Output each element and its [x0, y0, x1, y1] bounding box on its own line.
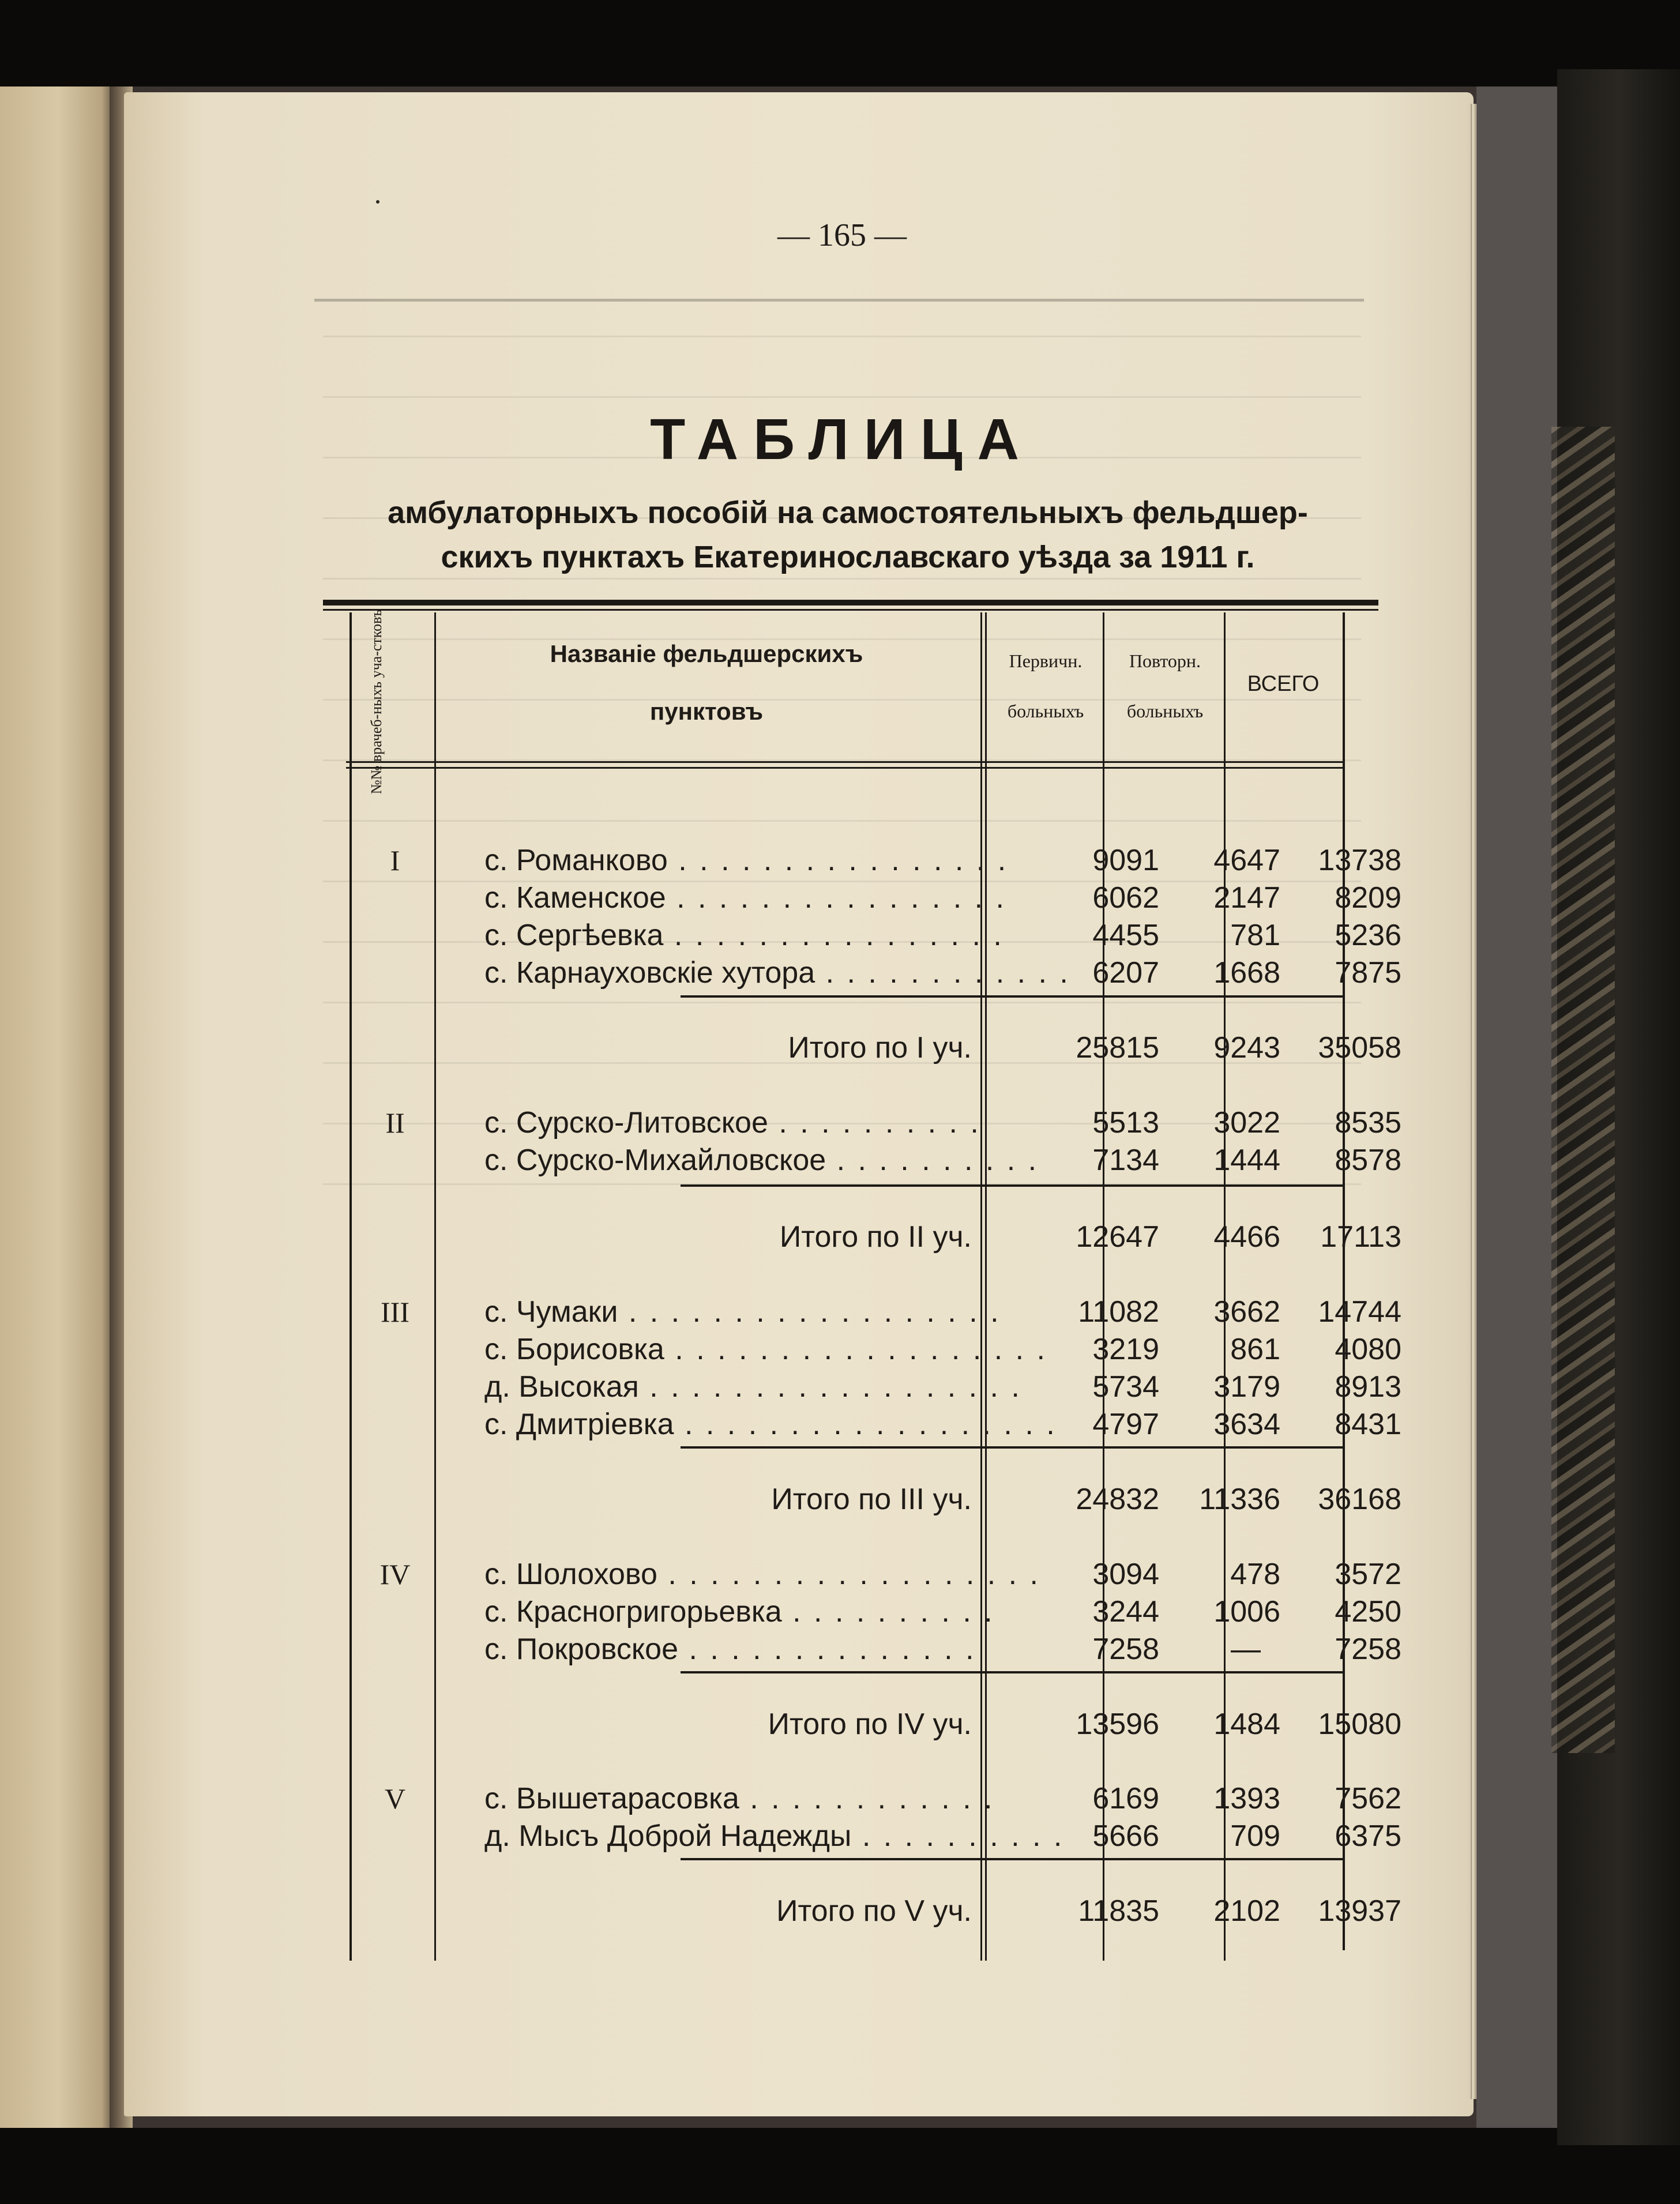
total-count: 7562: [1335, 1782, 1401, 1815]
col-line-right: [1343, 612, 1345, 1950]
primary-count: 3244: [1092, 1595, 1159, 1628]
primary-count: 3094: [1092, 1558, 1159, 1591]
subtotal-label: Итого по II уч.: [779, 1220, 972, 1254]
table-row: [346, 1294, 1401, 1330]
total-count: 8431: [1335, 1408, 1401, 1441]
repeat-count: —: [1231, 1633, 1261, 1666]
header-repeat-line-1: Повторн.: [1129, 650, 1201, 671]
subtotal-primary: 13596: [1076, 1707, 1159, 1741]
point-name: с. Романково . . . . . . . . . . . . . . . .: [484, 844, 1009, 877]
cloth-texture: [1551, 427, 1615, 1753]
subtotal-label: Итого по IV уч.: [768, 1707, 972, 1741]
subtotal-row: [346, 1481, 1401, 1517]
subtotal-label: Итого по III уч.: [771, 1483, 972, 1516]
subtotal-repeat: 2102: [1213, 1894, 1280, 1928]
primary-count: 7258: [1092, 1633, 1159, 1666]
point-name: с. Вышетарасовка . . . . . . . . . . . .: [484, 1782, 995, 1815]
repeat-count: 1393: [1213, 1782, 1280, 1815]
header-bottom-rule-2: [346, 767, 1344, 769]
district-number: II: [385, 1107, 405, 1139]
primary-count: 6169: [1092, 1782, 1159, 1815]
header-top-rule-thin: [323, 609, 1378, 611]
col-line-name-2: [985, 612, 987, 1961]
point-name: с. Каменское . . . . . . . . . . . . . . . .: [484, 881, 1006, 915]
table-row: [346, 917, 1401, 953]
total-count: 8913: [1335, 1370, 1401, 1404]
table-title: ТАБЛИЦА: [650, 407, 1034, 472]
total-count: 4080: [1335, 1333, 1401, 1366]
subtotal-rule: [681, 1184, 1344, 1187]
point-name: с. Карнауховскіе хутора . . . . . . . . . . . .: [484, 956, 1070, 990]
subtotal-primary: 24832: [1076, 1483, 1159, 1516]
total-count: 8578: [1335, 1144, 1401, 1177]
repeat-count: 1444: [1213, 1144, 1280, 1177]
subtotal-repeat: 4466: [1213, 1220, 1280, 1254]
subtotal-total: 13937: [1318, 1894, 1401, 1928]
repeat-count: 1668: [1213, 956, 1280, 990]
subtotal-rule: [681, 1858, 1344, 1860]
repeat-count: 2147: [1213, 881, 1280, 915]
subtotal-row: [346, 1030, 1401, 1066]
repeat-count: 861: [1230, 1333, 1280, 1366]
col-line-left: [349, 612, 352, 1961]
subtotal-total: 35058: [1318, 1031, 1401, 1065]
subtotal-repeat: 1484: [1213, 1707, 1280, 1741]
district-number: I: [390, 844, 400, 877]
point-name: с. Сурско-Михайловское . . . . . . . . . .: [484, 1144, 1039, 1177]
primary-count: 4797: [1092, 1408, 1159, 1441]
subtotal-rule: [681, 995, 1344, 998]
header-district: №№ врачеб-ныхъ уча-стковъ: [368, 609, 385, 795]
subtotal-primary: 12647: [1076, 1220, 1159, 1254]
header-primary-line-2: больныхъ: [1007, 701, 1084, 721]
point-name: с. Покровское . . . . . . . . . . . . . .: [484, 1633, 976, 1666]
table-row: [346, 843, 1401, 878]
header-total: ВСЕГО: [1247, 672, 1320, 696]
subtotal-total: 15080: [1318, 1707, 1401, 1741]
subtotal-total: 17113: [1320, 1220, 1401, 1254]
left-page: [0, 86, 115, 2128]
point-name: д. Высокая . . . . . . . . . . . . . . . . . .: [484, 1370, 1022, 1404]
table-row: [346, 1556, 1401, 1592]
subtotal-primary: 25815: [1076, 1031, 1159, 1065]
point-name: с. Красногригорьевка . . . . . . . . . .: [484, 1595, 995, 1628]
table-row: [346, 1105, 1401, 1141]
col-line-name-1: [980, 612, 982, 1961]
header-repeat-line-2: больныхъ: [1126, 701, 1204, 721]
header-primary-line-1: Первичн.: [1009, 650, 1083, 671]
faint-top-rule: [314, 299, 1364, 302]
subtotal-label: Итого по V уч.: [776, 1894, 972, 1928]
subtotal-rule: [681, 1671, 1344, 1673]
subtotal-total: 36168: [1318, 1483, 1401, 1516]
subtotal-row: [346, 1219, 1401, 1255]
point-name: с. Чумаки . . . . . . . . . . . . . . . . . .: [484, 1295, 1001, 1329]
repeat-count: 3634: [1213, 1408, 1280, 1441]
point-name: с. Сурско-Литовское . . . . . . . . . .: [484, 1106, 981, 1139]
table-row: [346, 880, 1401, 916]
primary-count: 4455: [1092, 919, 1159, 952]
repeat-count: 3179: [1213, 1370, 1280, 1404]
repeat-count: 3022: [1213, 1106, 1280, 1139]
primary-count: 5666: [1092, 1819, 1159, 1853]
total-count: 14744: [1318, 1295, 1401, 1329]
total-count: 5236: [1335, 919, 1401, 952]
table-row: [346, 1142, 1401, 1178]
table-row: [346, 955, 1401, 991]
ink-speck: [376, 200, 379, 204]
total-count: 6375: [1335, 1819, 1401, 1853]
header-name-line-2: пунктовъ: [649, 698, 764, 725]
total-count: 8535: [1335, 1106, 1401, 1139]
cover-edge: [1476, 86, 1557, 2128]
primary-count: 5734: [1092, 1370, 1159, 1404]
primary-count: 11082: [1078, 1295, 1159, 1329]
table-row: [346, 1406, 1401, 1442]
repeat-count: 709: [1230, 1819, 1280, 1853]
primary-count: 7134: [1092, 1144, 1159, 1177]
subtotal-label: Итого по I уч.: [788, 1031, 972, 1065]
point-name: с. Борисовка . . . . . . . . . . . . . . . . . .: [484, 1333, 1047, 1366]
table-row: [346, 1332, 1401, 1367]
page-number: — 165 —: [777, 217, 907, 253]
subtotal-repeat: 11336: [1199, 1483, 1280, 1516]
total-count: 8209: [1335, 881, 1401, 915]
primary-count: 6062: [1092, 881, 1159, 915]
header-bottom-rule: [346, 761, 1344, 763]
col-line-district: [434, 612, 436, 1961]
repeat-count: 781: [1230, 919, 1280, 952]
total-count: 3572: [1335, 1558, 1401, 1591]
repeat-count: 1006: [1213, 1595, 1280, 1628]
primary-count: 3219: [1092, 1333, 1159, 1366]
header-name-line-1: Названіе фельдшерскихъ: [550, 640, 863, 667]
point-name: с. Сергѣевка . . . . . . . . . . . . . . . .: [484, 919, 1004, 952]
point-name: с. Дмитріевка . . . . . . . . . . . . . . . . . .: [484, 1408, 1057, 1441]
col-line-repeat: [1224, 612, 1226, 1961]
subtotal-repeat: 9243: [1213, 1031, 1280, 1065]
primary-count: 9091: [1092, 844, 1159, 877]
primary-count: 5513: [1092, 1106, 1159, 1139]
district-number: V: [384, 1782, 406, 1815]
repeat-count: 4647: [1213, 844, 1280, 877]
district-number: III: [381, 1296, 409, 1328]
table-row: [346, 1594, 1401, 1630]
header-top-rule: [323, 600, 1378, 605]
subtitle-line-2: скихъ пунктахъ Екатеринославскаго уѣзда за 1911 г.: [441, 540, 1255, 574]
district-number: IV: [379, 1558, 411, 1590]
table-row: [346, 1369, 1401, 1405]
subtotal-primary: 11835: [1078, 1894, 1159, 1928]
repeat-count: 3662: [1213, 1295, 1280, 1329]
subtitle-line-1: амбулаторныхъ пособій на самостоятельныхъ фельдшер-: [388, 495, 1308, 530]
total-count: 4250: [1335, 1595, 1401, 1628]
point-name: с. Шолохово . . . . . . . . . . . . . . . . . .: [484, 1558, 1040, 1591]
subtotal-row: [346, 1893, 1401, 1929]
col-line-primary: [1103, 612, 1104, 1961]
subtotal-row: [346, 1706, 1401, 1742]
total-count: 7875: [1335, 956, 1401, 990]
repeat-count: 478: [1230, 1558, 1280, 1591]
total-count: 13738: [1318, 844, 1401, 877]
point-name: д. Мысъ Доброй Надежды . . . . . . . . . .: [484, 1819, 1065, 1853]
total-count: 7258: [1335, 1633, 1401, 1666]
table-row: [346, 1631, 1401, 1667]
table-row: [346, 1781, 1401, 1816]
table-row: [346, 1818, 1401, 1854]
primary-count: 6207: [1092, 956, 1159, 990]
subtotal-rule: [681, 1446, 1344, 1449]
